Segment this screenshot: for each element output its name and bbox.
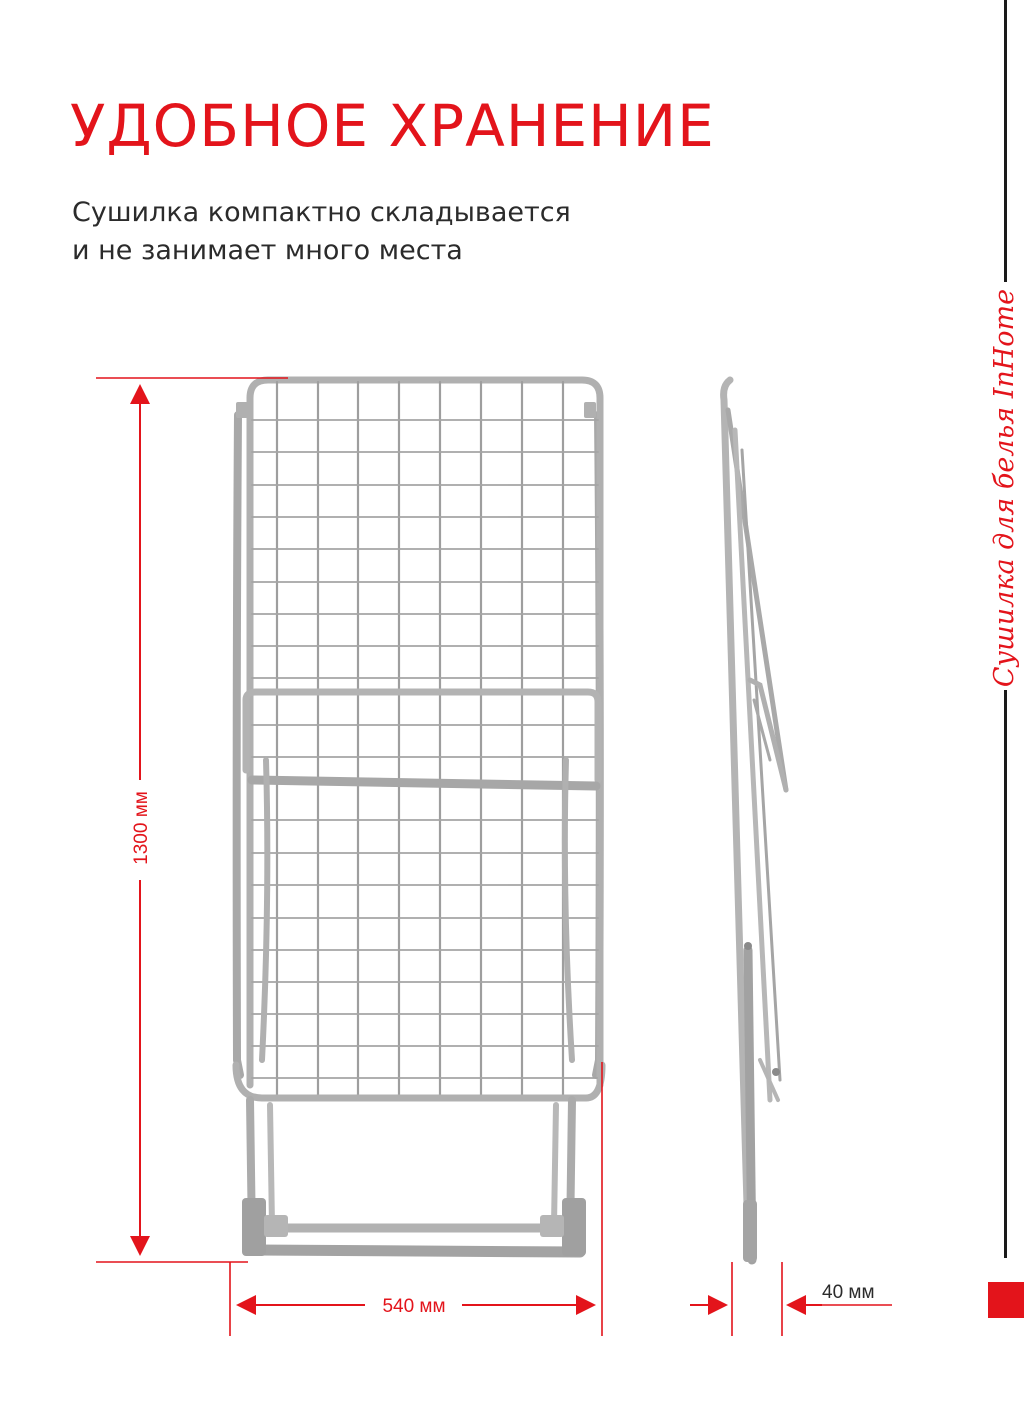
width-label: 540 мм bbox=[382, 1296, 446, 1317]
side-product-label: Сушилка для белья InHome bbox=[989, 288, 1020, 688]
dryer-front-view bbox=[236, 380, 602, 1256]
subtitle-line-1: Сушилка компактно складывается bbox=[72, 197, 571, 228]
mesh-vertical-wires bbox=[277, 382, 563, 1098]
page-title: УДОБНОЕ ХРАНЕНИЕ bbox=[70, 92, 715, 160]
depth-label: 40 мм bbox=[822, 1282, 875, 1303]
dryer-side-view bbox=[724, 380, 786, 1262]
mesh-horizontal-wires bbox=[252, 420, 598, 1078]
width-dimension bbox=[230, 1062, 602, 1336]
height-label: 1300 мм bbox=[131, 791, 152, 865]
subtitle-line-2: и не занимает много места bbox=[72, 235, 463, 266]
